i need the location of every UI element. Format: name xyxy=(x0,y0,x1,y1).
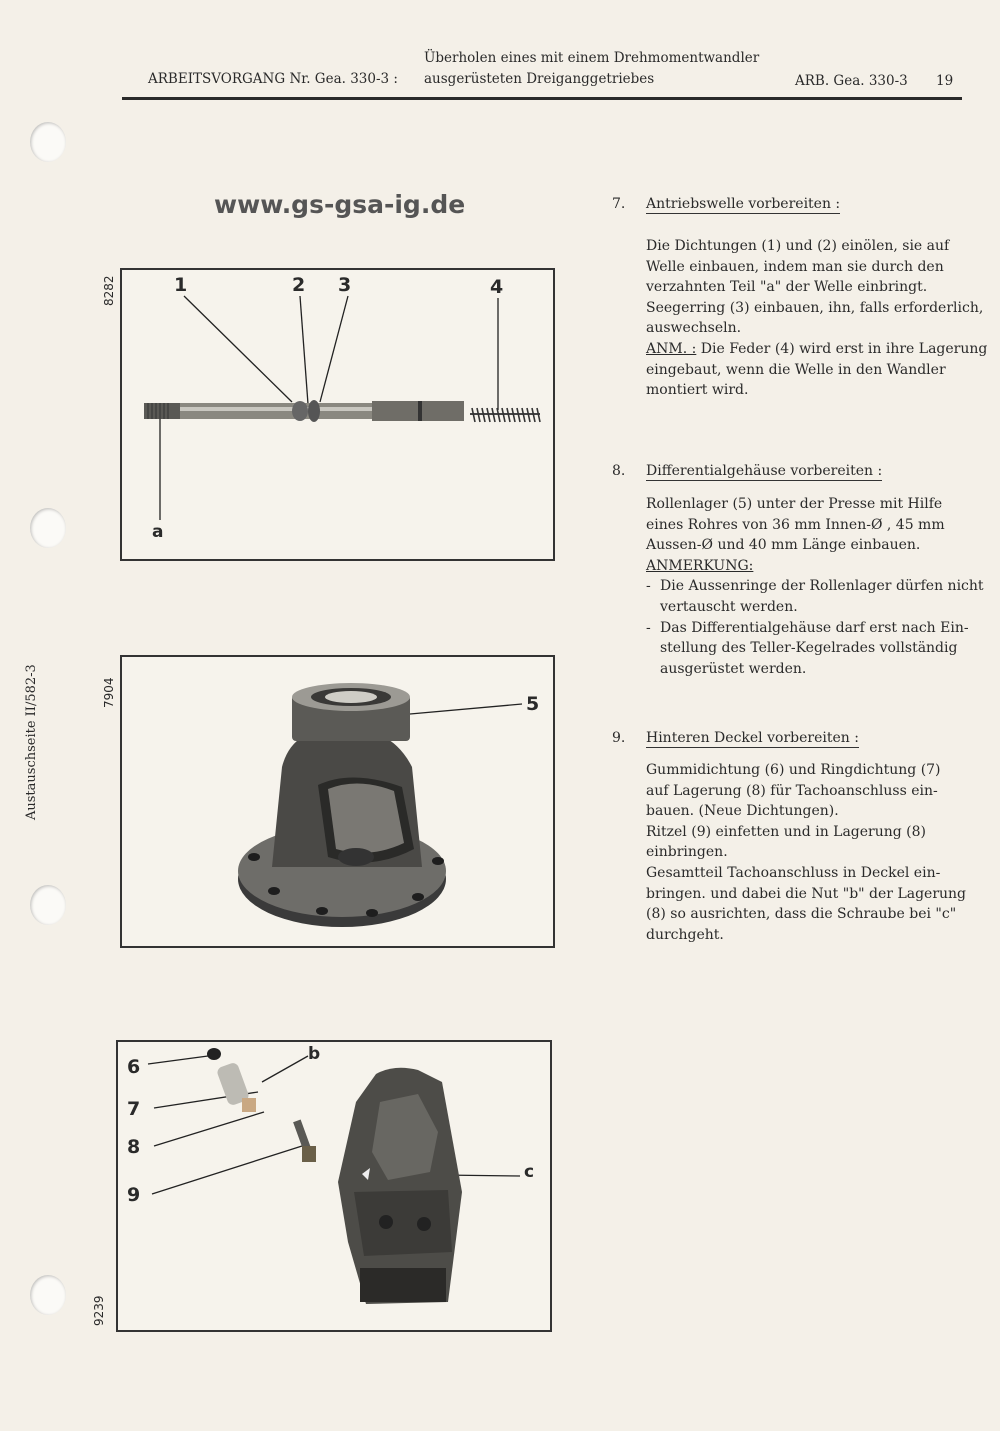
punch-hole xyxy=(30,122,66,162)
body-line: bauen. (Neue Dichtungen). xyxy=(646,803,839,820)
body-line: durchgeht. xyxy=(646,926,724,943)
header-rule xyxy=(122,97,962,100)
section-heading: Differentialgehäuse vorbereiten : xyxy=(646,463,883,479)
callout-3: 3 xyxy=(338,274,352,296)
note-label: ANMERKUNG: xyxy=(646,557,754,574)
rear-cover-illustration xyxy=(118,1042,550,1330)
body-line: bringen. und dabei die Nut "b" der Lagerung xyxy=(646,885,967,902)
section-9-body xyxy=(646,760,966,945)
body-line: Rollenlager (5) unter der Presse mit Hilfe xyxy=(646,496,943,512)
callout-7: 7 xyxy=(127,1098,141,1120)
header-title-line2: ausgerüsteten Dreiganggetriebes xyxy=(424,71,655,87)
bullet-line: ausgerüstet werden. xyxy=(660,660,807,677)
body-line: eingebaut, wenn die Welle in den Wandler xyxy=(646,361,946,378)
figure-number: 8282 xyxy=(102,275,116,306)
section-heading: Hinteren Deckel vorbereiten : xyxy=(646,730,859,746)
page-number: 19 xyxy=(936,73,954,89)
header-title-line1: Überholen eines mit einem Drehmomentwandler xyxy=(424,50,760,66)
note-label: ANM. : xyxy=(646,340,697,357)
body-line: verzahnten Teil "a" der Welle einbringt. xyxy=(646,279,928,296)
figure-drive-shaft xyxy=(120,268,555,561)
figure-rear-cover xyxy=(116,1040,552,1332)
body-line: Die Dichtungen (1) und (2) einölen, sie auf xyxy=(646,238,950,254)
note-text: Die Feder (4) wird erst in ihre Lagerung xyxy=(696,340,988,357)
section-number: 7. xyxy=(612,196,626,212)
body-line: Aussen-Ø und 40 mm Länge einbauen. xyxy=(646,537,921,554)
callout-5: 5 xyxy=(526,693,540,715)
punch-hole xyxy=(30,508,66,548)
body-line: (8) so ausrichten, dass die Schraube bei "c" xyxy=(646,906,957,923)
punch-hole xyxy=(30,1275,66,1315)
callout-a: a xyxy=(152,522,164,542)
section-number: 8. xyxy=(612,463,626,479)
section-7-body xyxy=(646,236,987,401)
body-line: Gummidichtung (6) und Ringdichtung (7) xyxy=(646,762,941,778)
header-right: ARB. Gea. 330-3 xyxy=(795,73,908,89)
drive-shaft-illustration xyxy=(122,270,553,559)
note-line xyxy=(646,339,987,360)
bullet-line: vertauscht werden. xyxy=(660,598,798,615)
callout-c: c xyxy=(524,1162,535,1182)
body-line: einbringen. xyxy=(646,844,728,861)
section-9-title xyxy=(612,730,859,746)
body-line: auswechseln. xyxy=(646,320,742,337)
callout-b: b xyxy=(308,1044,321,1064)
header-left: ARBEITSVORGANG Nr. Gea. 330-3 : xyxy=(148,71,398,87)
side-label: Austauschseite II/582-3 xyxy=(24,664,39,820)
body-line: Seegerring (3) einbauen, ihn, falls erforderlich, xyxy=(646,299,984,316)
bullet-line: - Die Aussenringe der Rollenlager dürfen nicht xyxy=(646,578,984,595)
watermark-link[interactable]: www.gs-gsa-ig.de xyxy=(214,190,466,219)
punch-hole xyxy=(30,885,66,925)
body-line: Gesamtteil Tachoanschluss in Deckel ein- xyxy=(646,864,941,881)
differential-housing-illustration xyxy=(122,657,553,946)
callout-1: 1 xyxy=(174,274,188,296)
figure-number: 9239 xyxy=(92,1295,106,1326)
body-line: eines Rohres von 36 mm Innen-Ø , 45 mm xyxy=(646,516,945,533)
section-number: 9. xyxy=(612,730,626,746)
figure-number: 7904 xyxy=(102,677,116,708)
body-line: Welle einbauen, indem man sie durch den xyxy=(646,258,944,275)
callout-2: 2 xyxy=(292,274,306,296)
body-line: auf Lagerung (8) für Tachoanschluss ein- xyxy=(646,782,938,799)
bullet-line: stellung des Teller-Kegelrades vollständig xyxy=(660,640,958,657)
callout-4: 4 xyxy=(490,276,504,298)
section-8-title xyxy=(612,463,882,479)
callout-6: 6 xyxy=(127,1056,141,1078)
figure-differential-housing xyxy=(120,655,555,948)
section-7-title xyxy=(612,196,840,212)
callout-9: 9 xyxy=(127,1184,141,1206)
callout-8: 8 xyxy=(127,1136,141,1158)
section-8-body xyxy=(646,494,984,679)
bullet-line: - Das Differentialgehäuse darf erst nach Ein- xyxy=(646,619,969,636)
body-line: montiert wird. xyxy=(646,382,749,399)
body-line: Ritzel (9) einfetten und in Lagerung (8) xyxy=(646,823,927,840)
section-heading: Antriebswelle vorbereiten : xyxy=(646,196,841,212)
